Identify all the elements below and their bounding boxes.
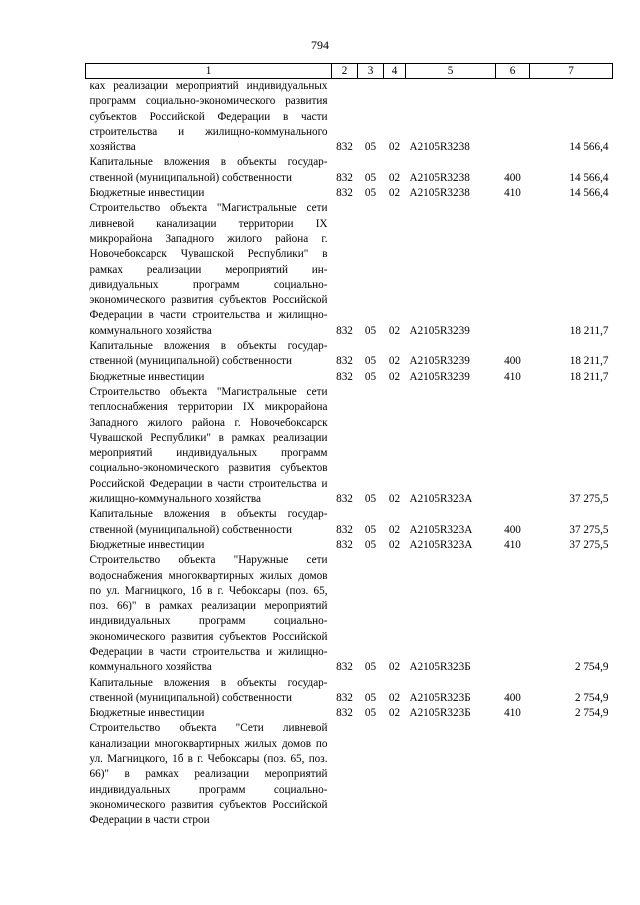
table-row (86, 79, 613, 156)
row-section (358, 721, 384, 828)
row-section: 05 (364, 523, 377, 536)
row-subsection: 02 (388, 661, 401, 674)
header-col-7: 7 (530, 64, 613, 79)
row-amount: 18 211,7 (569, 355, 609, 368)
row-expense-type: 400 (504, 691, 521, 704)
table-row (86, 538, 613, 553)
row-subsection (384, 721, 406, 828)
table-row (86, 721, 613, 828)
row-expense-type (496, 721, 530, 828)
header-col-4: 4 (384, 64, 406, 79)
header-col-5: 5 (406, 64, 496, 79)
row-target-article (406, 721, 496, 828)
row-target-article: А2105R3239 (409, 355, 470, 368)
row-target-article: А2105R323Б (409, 707, 471, 720)
row-subsection: 02 (388, 324, 401, 337)
row-section: 05 (364, 661, 377, 674)
row-expense-type: 400 (504, 355, 521, 368)
row-ministry-code: 832 (336, 661, 353, 674)
row-expense-type: 410 (504, 187, 521, 200)
row-amount: 14 566,4 (569, 187, 609, 200)
row-section: 05 (364, 171, 377, 184)
row-name: Бюджетные инвестиции (89, 538, 205, 551)
row-subsection: 02 (388, 187, 401, 200)
row-ministry-code: 832 (336, 523, 353, 536)
table-row (86, 706, 613, 721)
row-expense-type (496, 385, 530, 507)
row-subsection: 02 (388, 370, 401, 383)
row-name: Бюджетные инвестиции (89, 707, 205, 720)
row-name: Капитальные вложения в объекты государственной (муниципальной) собственности (89, 340, 328, 368)
row-expense-type (496, 79, 530, 156)
row-ministry-code: 832 (336, 691, 353, 704)
row-section: 05 (364, 493, 377, 506)
row-name: Капитальные вложения в объекты государственной (муниципальной) собственности (89, 156, 328, 184)
row-target-article: А2105R323А (409, 523, 473, 536)
row-subsection: 02 (388, 691, 401, 704)
budget-table (85, 63, 613, 829)
row-name: Капитальные вложения в объекты государственной (муниципальной) собственности (89, 508, 328, 536)
table-header-row (86, 64, 613, 79)
table-row (86, 370, 613, 385)
row-expense-type (496, 201, 530, 339)
row-name: ках реализации мероприятий индивидуальных программ социально-экономического развития субъектов Российской Федерации в части строительства и жилищно-коммунального хозяйства (89, 80, 328, 154)
table-row (86, 385, 613, 507)
row-ministry-code: 832 (336, 493, 353, 506)
row-ministry-code: 832 (336, 355, 353, 368)
row-ministry-code: 832 (336, 707, 353, 720)
row-subsection: 02 (388, 493, 401, 506)
row-expense-type: 410 (504, 707, 521, 720)
row-subsection: 02 (388, 538, 401, 551)
row-amount: 18 211,7 (569, 324, 609, 337)
row-amount (530, 721, 613, 828)
row-amount: 14 566,4 (569, 141, 609, 154)
table-row (86, 553, 613, 675)
row-target-article: А2105R3239 (409, 370, 470, 383)
page-number: 794 (311, 38, 329, 52)
table-row (86, 339, 613, 370)
row-amount: 14 566,4 (569, 171, 609, 184)
table-row (86, 676, 613, 707)
row-section: 05 (364, 141, 377, 154)
row-subsection: 02 (388, 171, 401, 184)
row-ministry-code: 832 (336, 187, 353, 200)
row-name: Строительство объекта "Магистральные сети ливневой канализации территории IX микрорайона Западного жилого района г. Новочебоксарск Чувашской Республики" в рамках реализации мероприятий индивидуальных программ социально-экономического развития субъектов Российской Федерации в части строительства и жилищно-коммунального хозяйства (89, 202, 328, 337)
header-col-1: 1 (86, 64, 332, 79)
row-section: 05 (364, 355, 377, 368)
row-section: 05 (364, 370, 377, 383)
table-row (86, 155, 613, 186)
row-target-article: А2105R323Б (409, 691, 471, 704)
row-ministry-code: 832 (336, 370, 353, 383)
row-amount: 37 275,5 (569, 538, 609, 551)
row-amount: 37 275,5 (569, 523, 609, 536)
row-target-article: А2105R323А (409, 493, 473, 506)
row-subsection: 02 (388, 141, 401, 154)
row-section: 05 (364, 187, 377, 200)
row-subsection: 02 (388, 355, 401, 368)
row-expense-type: 410 (504, 538, 521, 551)
row-amount: 2 754,9 (574, 691, 609, 704)
row-amount: 37 275,5 (569, 493, 609, 506)
row-amount: 2 754,9 (574, 707, 609, 720)
table-row (86, 201, 613, 339)
row-amount: 2 754,9 (574, 661, 609, 674)
row-name: Бюджетные инвестиции (89, 370, 205, 383)
row-name: Строительство объекта "Наружные сети водоснабжения многоквартирных жилых домов по ул. Магницкого, 1б в г. Чебоксары (поз. 65, поз. 66)" в рамках реализации мероприятий индивидуальных программ социально-экономического развития субъектов Российской Федерации в части строительства и жилищно-коммунального хозяйства (89, 554, 328, 674)
row-name: Капитальные вложения в объекты государственной (муниципальной) собственности (89, 676, 328, 704)
row-amount: 18 211,7 (569, 370, 609, 383)
row-ministry-code: 832 (336, 324, 353, 337)
table-row (86, 507, 613, 538)
table-row (86, 186, 613, 201)
row-name: Строительство объекта "Сети ливневой канализации многоквартирных жилых домов по ул. Магницкого, 1б в г. Чебоксары (поз. 65, поз. 66)" в рамках реализации мероприятий индивидуальных программ социально-экономического развития субъектов Российской Федерации в части строи (89, 722, 328, 827)
header-col-2: 2 (332, 64, 358, 79)
row-expense-type: 400 (504, 171, 521, 184)
row-target-article: А2105R323Б (409, 661, 471, 674)
row-ministry-code: 832 (336, 538, 353, 551)
row-target-article: А2105R3238 (409, 171, 470, 184)
row-target-article: А2105R3239 (409, 324, 470, 337)
row-section: 05 (364, 538, 377, 551)
row-expense-type: 410 (504, 370, 521, 383)
row-subsection: 02 (388, 707, 401, 720)
row-subsection: 02 (388, 523, 401, 536)
table-body (86, 79, 613, 829)
row-target-article: А2105R3238 (409, 187, 470, 200)
row-name: Бюджетные инвестиции (89, 187, 205, 200)
row-target-article: А2105R323А (409, 538, 473, 551)
row-expense-type (496, 553, 530, 675)
row-ministry-code: 832 (336, 141, 353, 154)
header-col-6: 6 (496, 64, 530, 79)
row-section: 05 (364, 324, 377, 337)
row-name: Строительство объекта "Магистральные сети теплоснабжения территории IX микрорайона Западного жилого района г. Новочебоксарск Чувашской Республики" в рамках реализации мероприятий индивидуальных программ социально-экономического развития субъектов Российской Федерации в части строительства и жилищно-коммунального хозяйства (89, 385, 328, 506)
row-section: 05 (364, 691, 377, 704)
row-target-article: А2105R3238 (409, 141, 470, 154)
header-col-3: 3 (358, 64, 384, 79)
row-ministry-code: 832 (336, 171, 353, 184)
row-expense-type: 400 (504, 523, 521, 536)
row-ministry-code (332, 721, 358, 828)
row-section: 05 (364, 707, 377, 720)
